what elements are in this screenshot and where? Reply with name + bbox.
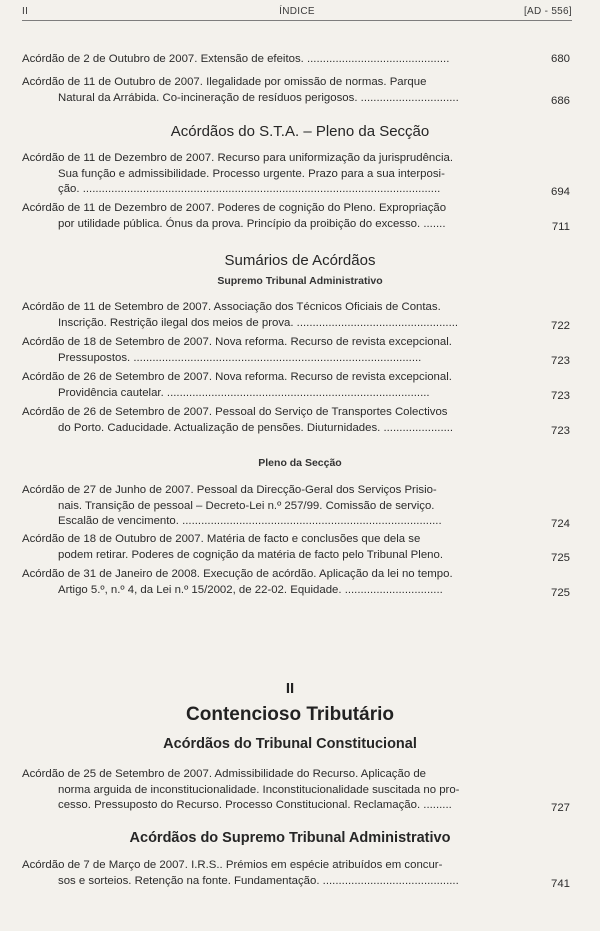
- entry-text: [22, 151, 516, 198]
- part-subheading: Acórdãos do Supremo Tribunal Administrativo: [129, 830, 451, 846]
- index-entry: [22, 300, 570, 331]
- entry-text: [22, 201, 516, 232]
- entry-page: 723: [550, 424, 570, 437]
- entry-line: Acórdão de 11 de Dezembro de 2007. Poderes de cognição do Pleno. Expropriação: [22, 202, 447, 214]
- index-entry: [22, 405, 570, 436]
- entry-line: Acórdão de 26 de Setembro de 2007. Pessoal do Serviço de Transportes Colectivos: [22, 406, 448, 418]
- part-title: Contencioso Tributário: [186, 704, 394, 725]
- index-entry: [22, 370, 570, 401]
- index-entry: [22, 52, 570, 68]
- index-entry: [22, 767, 570, 814]
- entry-line: Acórdão de 31 de Janeiro de 2008. Execução de acórdão. Aplicação da lei no tempo.: [22, 568, 453, 580]
- entry-line: por utilidade pública. Ónus da prova. Princípio da proibição do excesso. .......: [58, 217, 446, 230]
- entry-page: 686: [550, 94, 570, 107]
- entry-page: 694: [550, 186, 570, 198]
- entry-line: Acórdão de 26 de Setembro de 2007. Nova reforma. Recurso de revista excepcional.: [22, 371, 452, 383]
- entry-line: nais. Transição de pessoal – Decreto-Lei n.º 257/99. Comissão de serviço.: [58, 499, 435, 512]
- entry-line: Acórdão de 11 de Setembro de 2007. Associação dos Técnicos Oficiais de Contas.: [22, 301, 441, 313]
- entry-page: 725: [550, 586, 570, 599]
- section-subheading: Supremo Tribunal Administrativo: [217, 275, 383, 287]
- part-number: II: [285, 680, 295, 697]
- entry-line: Providência cautelar. ...................................................................................: [58, 386, 430, 399]
- entry-line: Acórdão de 7 de Março de 2007. I.R.S.. Prémios em espécie atribuídos em concur-: [22, 859, 443, 871]
- entry-text: [22, 370, 516, 401]
- entry-line: cesso. Pressuposto do Recurso. Processo Constitucional. Reclamação. .........: [58, 799, 452, 811]
- entry-page: 680: [550, 53, 570, 65]
- entry-page: 723: [550, 354, 570, 367]
- entry-text: [22, 405, 516, 436]
- section-heading: Acórdãos do S.T.A. – Pleno da Secção: [170, 123, 430, 140]
- index-entry: [22, 335, 570, 366]
- entry-line: Acórdão de 11 de Dezembro de 2007. Recurso para uniformização da jurisprudência.: [22, 152, 453, 164]
- section-subheading: Pleno da Secção: [258, 457, 342, 469]
- entry-page: 723: [550, 389, 570, 402]
- entry-text: [22, 567, 516, 598]
- entry-line: Acórdão de 2 de Outubro de 2007. Extensão de efeitos. .............................................: [22, 53, 450, 65]
- entry-page: 724: [550, 518, 570, 530]
- entry-line: Acórdão de 18 de Outubro de 2007. Matéria de facto e conclusões que dela se: [22, 533, 421, 545]
- entry-line: podem retirar. Poderes de cognição da matéria de facto pelo Tribunal Pleno.: [58, 548, 443, 561]
- entry-page: 711: [551, 220, 570, 233]
- header-part-number: II: [22, 6, 29, 17]
- entry-line: norma arguida de inconstitucionalidade. Inconstitucionalidade suscitada no pro-: [58, 783, 460, 796]
- entry-line: Sua função e admissibilidade. Processo urgente. Prazo para a sua interposi-: [58, 167, 445, 180]
- entry-page: 725: [550, 551, 570, 564]
- entry-line: Acórdão de 25 de Setembro de 2007. Admissibilidade do Recurso. Aplicação de: [22, 768, 426, 780]
- entry-text: [22, 532, 516, 563]
- entry-line: do Porto. Caducidade. Actualização de pensões. Diuturnidades. ......................: [58, 421, 454, 434]
- entry-text: [22, 858, 516, 889]
- entry-page: 741: [550, 877, 570, 890]
- entry-text: [22, 483, 516, 530]
- entry-line: Acórdão de 18 de Setembro de 2007. Nova reforma. Recurso de revista excepcional.: [22, 336, 452, 348]
- index-entry: [22, 151, 570, 198]
- entry-page: 727: [550, 802, 570, 814]
- header-title: ÍNDICE: [279, 6, 315, 17]
- entry-text: [22, 75, 516, 106]
- entry-text: [22, 52, 516, 68]
- entry-line: ção. .................................................................................................................: [58, 183, 441, 195]
- entry-text: [22, 767, 516, 814]
- entry-page: 722: [550, 319, 570, 332]
- entry-line: Acórdão de 11 de Outubro de 2007. Ilegalidade por omissão de normas. Parque: [22, 76, 427, 88]
- running-header: [22, 4, 572, 21]
- entry-line: Artigo 5.º, n.º 4, da Lei n.º 15/2002, de 22-02. Equidade. ...............................: [58, 583, 443, 596]
- entry-line: Pressupostos. ...........................................................................................: [58, 351, 422, 364]
- entry-line: Acórdão de 27 de Junho de 2007. Pessoal da Direcção-Geral dos Serviços Prisio-: [22, 484, 437, 496]
- entry-text: [22, 300, 516, 331]
- index-entry: [22, 532, 570, 563]
- entry-line: Escalão de vencimento. ..................................................................................: [58, 515, 442, 527]
- entry-line: Inscrição. Restrição ilegal dos meios de prova. ...................................................: [58, 316, 459, 329]
- index-entry: [22, 483, 570, 530]
- entry-text: [22, 335, 516, 366]
- part-subheading: Acórdãos do Tribunal Constitucional: [163, 736, 417, 752]
- entry-line: Natural da Arrábida. Co-incineração de resíduos perigosos. ...............................: [58, 91, 459, 104]
- index-entry: [22, 201, 570, 232]
- index-entry: [22, 75, 570, 106]
- header-reference: [AD - 556]: [523, 6, 572, 17]
- index-entry: [22, 567, 570, 598]
- section-heading: Sumários de Acórdãos: [224, 252, 376, 269]
- entry-line: sos e sorteios. Retenção na fonte. Fundamentação. ...........................................: [58, 874, 459, 887]
- index-entry: [22, 858, 570, 889]
